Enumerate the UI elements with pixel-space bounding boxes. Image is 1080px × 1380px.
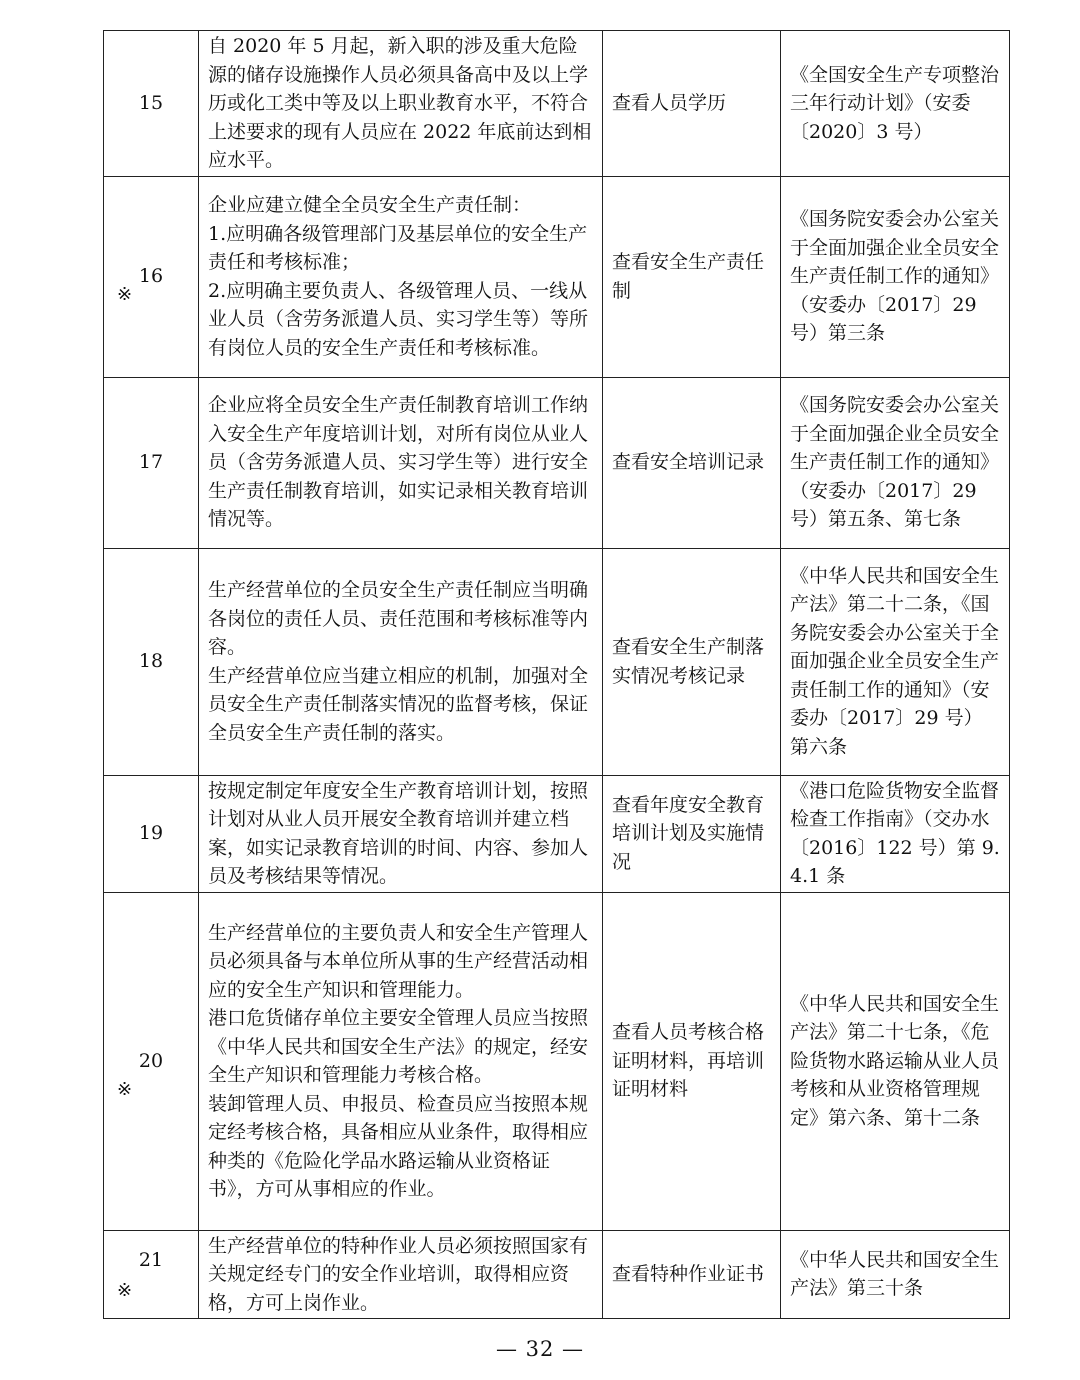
row-number-cell (104, 31, 199, 177)
basis-text: 《中华人民共和国安全生产法》第二十七条，《危险货物水路运输从业人员考核和从业资格管理规定》第六条、第十二条 (790, 992, 1000, 1129)
requirement-text: 港口危货储存单位主要安全管理人员应当按照《中华人民共和国安全生产法》的规定，经安全生产知识和管理能力考核合格。 (208, 1007, 589, 1086)
basis-cell (781, 1230, 1010, 1319)
check-method-cell (603, 1230, 781, 1319)
check-method-cell (603, 548, 781, 775)
check-method-text: 查看安全生产制落实情况考核记录 (612, 636, 765, 687)
row-number-cell (104, 176, 199, 377)
basis-text: 《港口危险货物安全监督检查工作指南》（交办水〔2016〕122 号）第 9.4.1 条 (790, 779, 1000, 887)
page-number: — 32 — (495, 1337, 585, 1361)
key-item-mark: ※ (117, 1279, 133, 1301)
row-number-cell (104, 892, 199, 1230)
requirement-cell (199, 377, 603, 548)
requirement-cell (199, 775, 603, 892)
check-method-text: 查看人员学历 (612, 92, 727, 114)
requirement-cell (199, 548, 603, 775)
requirement-text: 生产经营单位应当建立相应的机制，加强对全员安全生产责任制落实情况的监督考核，保证全员安全生产责任制的落实。 (208, 664, 589, 744)
basis-cell (781, 775, 1010, 892)
basis-cell (781, 892, 1010, 1230)
table-row (104, 892, 1010, 1230)
requirement-text: 生产经营单位的主要负责人和安全生产管理人员必须具备与本单位所从事的生产经营活动相应的安全生产知识和管理能力。 (208, 921, 589, 1001)
check-method-cell (603, 377, 781, 548)
requirement-cell (199, 892, 603, 1230)
row-number: 16 (138, 265, 164, 288)
key-item-mark: ※ (117, 1078, 133, 1100)
row-number: 21 (138, 1249, 164, 1271)
check-method-cell (603, 775, 781, 892)
table-row (104, 1230, 1010, 1319)
requirement-cell (199, 31, 603, 177)
basis-text: 《中华人民共和国安全生产法》第三十条 (790, 1248, 1000, 1300)
row-number-cell (104, 1230, 199, 1319)
row-number-cell (104, 775, 199, 892)
basis-cell (781, 377, 1010, 548)
row-number: 18 (138, 650, 164, 673)
requirement-text: 按规定制定年度安全生产教育培训计划，按照计划对从业人员开展安全教育培训并建立档案，如实记录教育培训的时间、内容、参加人员及考核结果等情况。 (208, 779, 589, 887)
basis-text: 《全国安全生产专项整治三年行动计划》（安委〔2020〕3 号） (790, 63, 1000, 143)
check-method-cell (603, 31, 781, 177)
row-number: 20 (138, 1049, 164, 1072)
requirement-text: 生产经营单位的全员安全生产责任制应当明确各岗位的责任人员、责任范围和考核标准等内容。 (208, 579, 589, 658)
basis-cell (781, 176, 1010, 377)
row-number-cell (104, 548, 199, 775)
requirement-cell (199, 176, 603, 377)
table-row (104, 548, 1010, 775)
requirement-text: 装卸管理人员、申报员、检查员应当按照本规定经考核合格，具备相应从业条件，取得相应种类的《危险化学品水路运输从业资格证书》，方可从事相应的作业。 (208, 1092, 589, 1200)
check-method-cell (603, 892, 781, 1230)
requirement-text: 企业应建立健全全员安全生产责任制： (208, 194, 532, 216)
requirement-text: 企业应将全员安全生产责任制教育培训工作纳入安全生产年度培训计划，对所有岗位从业人员（含劳务派遣人员、实习学生等）进行安全生产责任制教育培训，如实记录相关教育培训情况等。 (208, 394, 589, 531)
check-method-text: 查看安全培训记录 (612, 451, 765, 474)
check-method-cell (603, 176, 781, 377)
check-method-text: 查看安全生产责任制 (612, 251, 765, 302)
table-row (104, 31, 1010, 177)
requirement-text: 自 2020 年 5 月起，新入职的涉及重大危险源的储存设施操作人员必须具备高中及以上学历或化工类中等及以上职业教育水平，不符合上述要求的现有人员应在 2022 年底前达到相应水平。 (208, 35, 592, 171)
check-method-text: 查看年度安全教育培训计划及实施情况 (612, 793, 765, 873)
basis-text: 《中华人民共和国安全生产法》第二十二条，《国务院安委会办公室关于全面加强企业全员安全生产责任制工作的通知》（安委办〔2017〕29 号）第六条 (790, 564, 1000, 758)
basis-text: 《国务院安委会办公室关于全面加强企业全员安全生产责任制工作的通知》（安委办〔2017〕29 号）第五条、第七条 (790, 394, 1000, 531)
check-method-text: 查看人员考核合格证明材料，再培训证明材料 (612, 1021, 765, 1101)
requirement-text: 生产经营单位的特种作业人员必须按照国家有关规定经专门的安全作业培训，取得相应资格，方可上岗作业。 (208, 1234, 589, 1314)
inspection-table (103, 30, 1010, 1319)
table-row (104, 775, 1010, 892)
row-number: 15 (138, 92, 164, 114)
row-number-cell (104, 377, 199, 548)
requirement-text: 1.应明确各级管理部门及基层单位的安全生产责任和考核标准； (208, 222, 588, 273)
basis-cell (781, 31, 1010, 177)
requirement-text: 2.应明确主要负责人、各级管理人员、一线从业人员（含劳务派遣人员、实习学生等）等所有岗位人员的安全生产责任和考核标准。 (208, 279, 589, 359)
requirement-cell (199, 1230, 603, 1319)
basis-text: 《国务院安委会办公室关于全面加强企业全员安全生产责任制工作的通知》（安委办〔2017〕29 号）第三条 (790, 208, 1000, 345)
row-number: 17 (138, 451, 164, 474)
basis-cell (781, 548, 1010, 775)
key-item-mark: ※ (117, 283, 133, 305)
table-row (104, 377, 1010, 548)
row-number: 19 (138, 822, 164, 845)
table-row (104, 176, 1010, 377)
check-method-text: 查看特种作业证书 (612, 1263, 765, 1285)
